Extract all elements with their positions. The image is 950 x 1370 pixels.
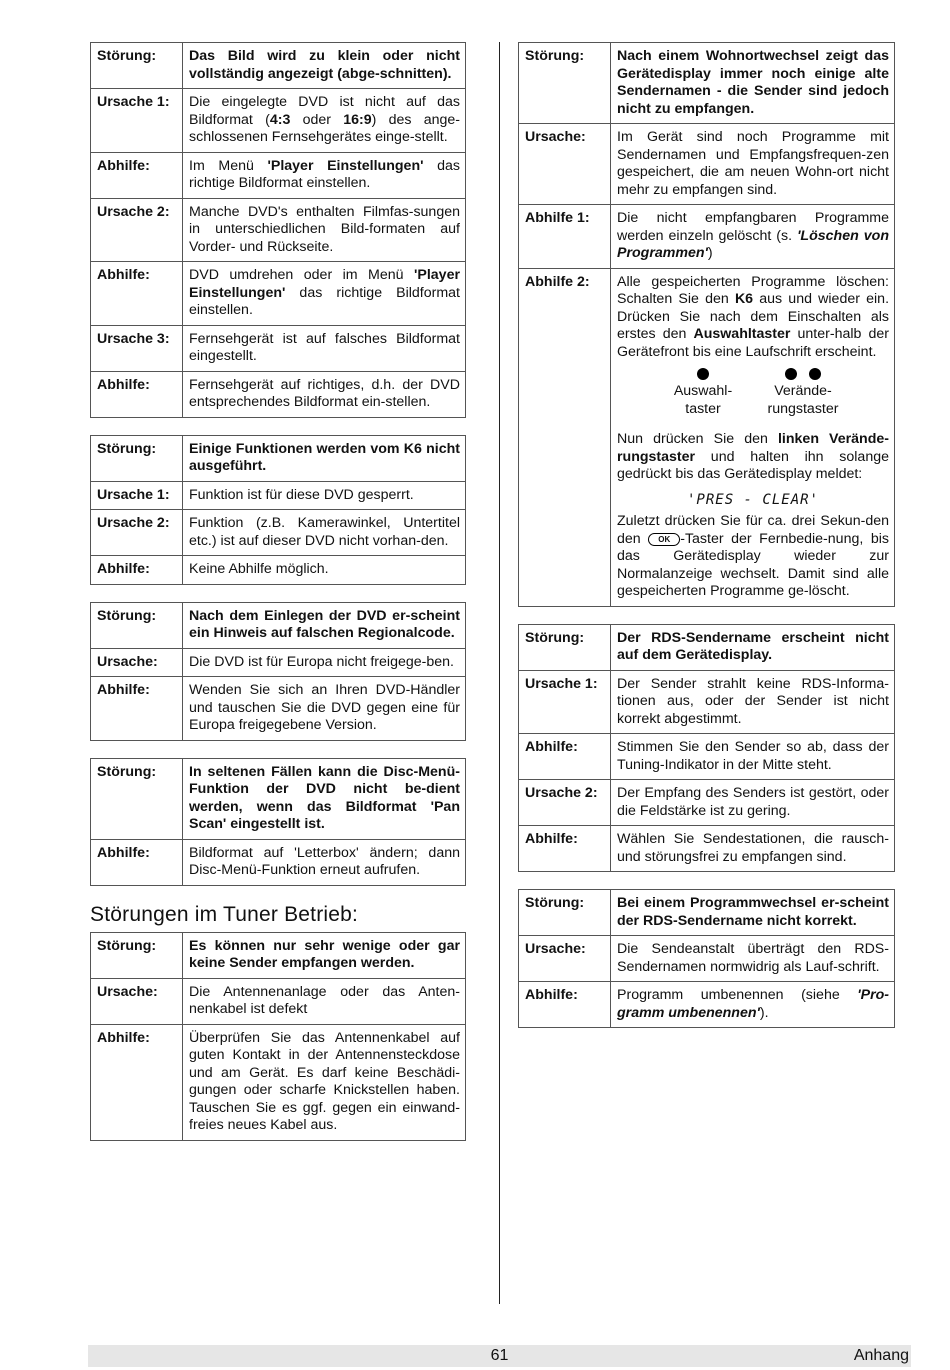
trouble-table-rds-scrolling — [518, 889, 895, 1028]
row-label: Störung: — [519, 624, 611, 670]
table-row — [519, 124, 895, 205]
row-text: Das Bild wird zu klein oder nicht vollständig angezeigt (abge-schnitten). — [183, 43, 466, 89]
table-row — [519, 890, 895, 936]
row-label: Abhilfe: — [519, 734, 611, 780]
row-text: Der Empfang des Senders ist gestört, oder die Feldstärke ist zu gering. — [611, 780, 895, 826]
row-text: Programm umbenennen (siehe 'Pro-gramm umbenennen'). — [611, 982, 895, 1028]
row-label: Ursache 1: — [519, 670, 611, 734]
row-text: Einige Funktionen werden vom K6 nicht ausgeführt. — [183, 435, 466, 481]
row-label: Abhilfe: — [91, 152, 183, 198]
row-label: Ursache 1: — [91, 481, 183, 510]
table-row — [519, 268, 895, 606]
select-button-icon — [697, 368, 709, 380]
change-button-right-icon — [809, 368, 821, 380]
table-row — [519, 624, 895, 670]
table-row — [519, 734, 895, 780]
ok-button-icon: OK — [648, 533, 680, 546]
trouble-table-rds-missing — [518, 624, 895, 873]
trouble-table-functions — [90, 435, 466, 585]
row-text: Die nicht empfangbaren Programme werden einzeln gelöscht (s. 'Löschen von Programmen') — [611, 205, 895, 269]
row-text: Wählen Sie Sendestationen, die rausch-und störungsfrei zu empfangen sind. — [611, 826, 895, 872]
right-column — [518, 42, 895, 1045]
table-row — [91, 648, 466, 677]
row-label: Ursache: — [91, 978, 183, 1024]
row-label: Abhilfe: — [91, 677, 183, 741]
select-button-group — [664, 367, 742, 418]
table-row — [91, 89, 466, 153]
page-footer — [88, 1345, 911, 1367]
row-text: Die Antennenanlage oder das Anten-nenkabel ist defekt — [183, 978, 466, 1024]
display-message: 'PRES - CLEAR' — [686, 491, 819, 508]
table-row — [519, 780, 895, 826]
change-button-left-icon — [785, 368, 797, 380]
row-text: Nach dem Einlegen der DVD er-scheint ein Hinweis auf falschen Regionalcode. — [183, 602, 466, 648]
row-label: Störung: — [91, 435, 183, 481]
row-label: Abhilfe 2: — [519, 268, 611, 606]
row-text: Funktion (z.B. Kamerawinkel, Untertitel etc.) ist auf dieser DVD nicht vorhan-den. — [183, 510, 466, 556]
row-label: Störung: — [91, 43, 183, 89]
table-row — [91, 262, 466, 326]
table-row — [91, 602, 466, 648]
table-row — [91, 839, 466, 885]
row-text: Es können nur sehr wenige oder gar keine Sender empfangen werden. — [183, 932, 466, 978]
table-row — [91, 198, 466, 262]
table-row — [519, 936, 895, 982]
row-label: Abhilfe 1: — [519, 205, 611, 269]
row-label: Ursache: — [519, 936, 611, 982]
table-row — [91, 978, 466, 1024]
row-text: Wenden Sie sich an Ihren DVD-Händler und tauschen Sie die DVD gegen eine für Europa freigegebene Version. — [183, 677, 466, 741]
row-label: Ursache 1: — [91, 89, 183, 153]
row-text: Bildformat auf 'Letterbox' ändern; dann Disc-Menü-Funktion erneut aufrufen. — [183, 839, 466, 885]
row-text: Nach einem Wohnortwechsel zeigt das Gerätedisplay immer noch einige alte Sendernamen - die Sender sind jedoch nicht zu empfangen. — [611, 43, 895, 124]
row-text: Im Gerät sind noch Programme mit Sendernamen und Empfangsfrequen-zen gespeichert, die am neuen Wohn-ort nicht mehr zu empfangen sind. — [611, 124, 895, 205]
row-text: Alle gespeicherten Programme löschen: Schalten Sie den K6 aus und wieder ein. Drücken Sie nach dem Einschalten als erstes den Auswahltaster unter-halb der Gerätefront bis eine Laufschrift erscheint. Auswahl- taster Verände- rungstaster Nun drücken Sie den linken Verände-rungstaster und halten ihn solange gedrückt bis das Gerätedisplay meldet: 'PRES - CLEAR' Zuletzt drücken Sie für ca. drei Sekun-den den OK -Taster der Fernbedie-nung, bis das Gerätedisplay wieder zur Normalanzeige wechselt. Damit sind alle gespeicherten Programme ge-löscht. — [611, 268, 895, 606]
device-buttons-illustration — [617, 367, 889, 418]
row-text: Fernsehgerät auf richtiges, d.h. der DVD entsprechendes Bildformat ein-stellen. — [183, 371, 466, 417]
row-label: Abhilfe: — [91, 556, 183, 585]
row-text: Fernsehgerät ist auf falsches Bildformat eingestellt. — [183, 325, 466, 371]
section-heading-tuner: Störungen im Tuner Betrieb: — [90, 902, 359, 926]
row-text: Keine Abhilfe möglich. — [183, 556, 466, 585]
row-text: Die DVD ist für Europa nicht freigege-ben. — [183, 648, 466, 677]
row-text: Bei einem Programmwechsel er-scheint der RDS-Sendername nicht korrekt. — [611, 890, 895, 936]
row-label: Abhilfe: — [91, 1024, 183, 1140]
row-text: DVD umdrehen oder im Menü 'Player Einstellungen' das richtige Bildformat einstellen. — [183, 262, 466, 326]
row-label: Abhilfe: — [519, 826, 611, 872]
row-label: Störung: — [91, 932, 183, 978]
footer-section-label: Anhang — [853, 1347, 909, 1364]
row-text: Die Sendeanstalt überträgt den RDS-Sendernamen normwidrig als Lauf-schrift. — [611, 936, 895, 982]
table-row — [91, 435, 466, 481]
row-text: Der RDS-Sendername erscheint nicht auf dem Gerätedisplay. — [611, 624, 895, 670]
left-column — [90, 42, 466, 1158]
table-row — [519, 205, 895, 269]
table-row — [91, 556, 466, 585]
trouble-table-image-format — [90, 42, 466, 418]
table-row — [91, 325, 466, 371]
table-row — [91, 510, 466, 556]
row-label: Störung: — [519, 890, 611, 936]
page-number: 61 — [490, 1347, 509, 1364]
table-row — [519, 670, 895, 734]
row-label: Abhilfe: — [91, 839, 183, 885]
row-label: Ursache: — [91, 648, 183, 677]
row-text: In seltenen Fällen kann die Disc-Menü-Funktion der DVD nicht be-dient werden, wenn das Bildformat 'Pan Scan' eingestellt ist. — [183, 758, 466, 839]
row-text: Funktion ist für diese DVD gesperrt. — [183, 481, 466, 510]
table-row — [91, 371, 466, 417]
row-label: Ursache 2: — [91, 198, 183, 262]
row-text: Überprüfen Sie das Antennenkabel auf guten Kontakt in der Antennensteckdose und am Gerät. Es darf keine Beschädi-gungen oder scharfe Knickstellen haben. Tauschen Sie es ggf. gegen ein einwand-freies neues Kabel aus. — [183, 1024, 466, 1140]
row-label: Störung: — [91, 758, 183, 839]
row-text: Manche DVD's enthalten Filmfas-sungen in unterschiedlichen Bild-formaten auf Vorder- und Rückseite. — [183, 198, 466, 262]
table-row — [519, 982, 895, 1028]
row-label: Ursache 2: — [519, 780, 611, 826]
table-row — [91, 758, 466, 839]
table-row — [91, 677, 466, 741]
table-row — [91, 481, 466, 510]
row-label: Ursache 3: — [91, 325, 183, 371]
table-row — [519, 826, 895, 872]
trouble-table-relocation — [518, 42, 895, 607]
row-label: Ursache 2: — [91, 510, 183, 556]
trouble-table-disc-menu — [90, 758, 466, 886]
row-label: Abhilfe: — [91, 371, 183, 417]
column-divider — [499, 42, 500, 1304]
trouble-table-region-code — [90, 602, 466, 741]
row-text: Stimmen Sie den Sender so ab, dass der Tuning-Indikator in der Mitte steht. — [611, 734, 895, 780]
row-label: Ursache: — [519, 124, 611, 205]
row-label: Abhilfe: — [91, 262, 183, 326]
table-row — [91, 932, 466, 978]
table-row — [91, 152, 466, 198]
select-button-label: Auswahl- taster — [673, 383, 733, 417]
table-row — [91, 43, 466, 89]
trouble-table-reception — [90, 932, 466, 1141]
row-label: Abhilfe: — [519, 982, 611, 1028]
change-button-group — [764, 367, 842, 418]
row-text: Die eingelegte DVD ist nicht auf das Bildformat (4:3 oder 16:9) des ange-schlossenen Fernsehgerätes einge-stellt. — [183, 89, 466, 153]
row-label: Störung: — [91, 602, 183, 648]
row-text: Der Sender strahlt keine RDS-Informa-tionen aus, oder der Sender ist nicht korrekt abgestimmt. — [611, 670, 895, 734]
change-button-label: Verände- rungstaster — [767, 383, 839, 417]
row-label: Störung: — [519, 43, 611, 124]
row-text: Im Menü 'Player Einstellungen' das richtige Bildformat einstellen. — [183, 152, 466, 198]
table-row — [519, 43, 895, 124]
table-row — [91, 1024, 466, 1140]
